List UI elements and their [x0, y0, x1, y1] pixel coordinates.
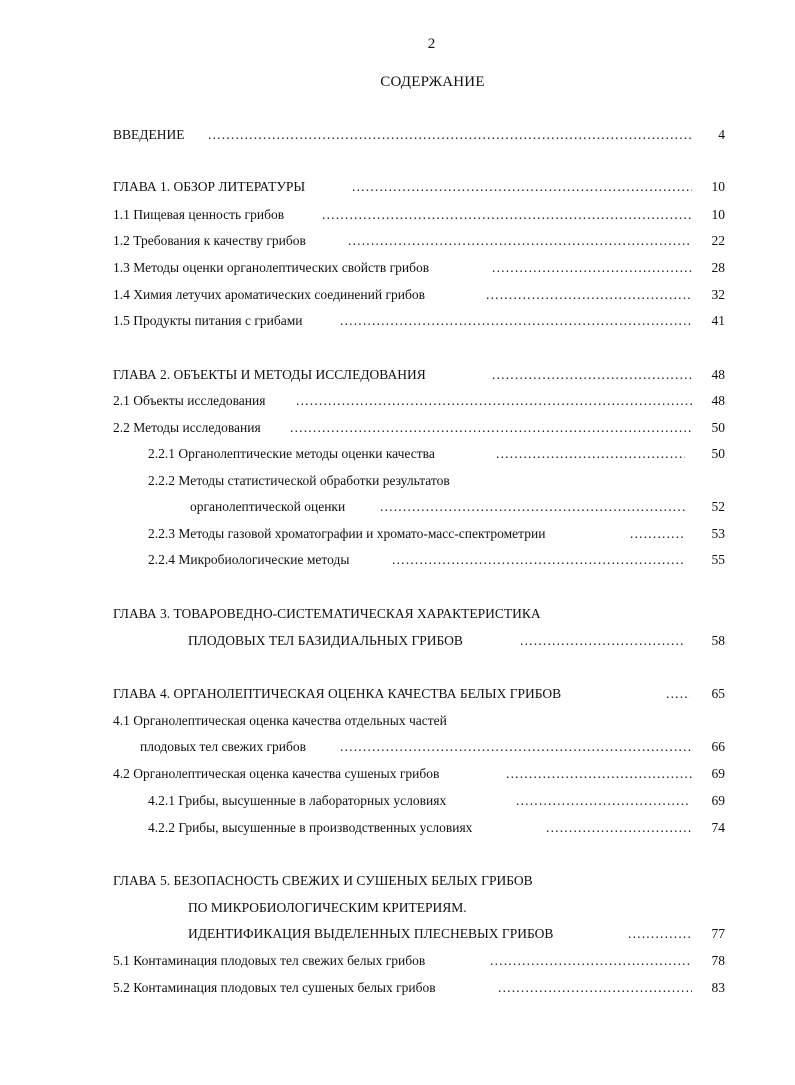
toc-entry-text: 5.1 Контаминация плодовых тел свежих белых грибов	[113, 953, 426, 968]
toc-entry-text: 4.2 Органолептическая оценка качества сушеных грибов	[113, 766, 440, 781]
toc-entry-text: 1.3 Методы оценки органолептических свойств грибов	[113, 260, 430, 275]
toc-page-number: 48	[711, 367, 725, 382]
toc-entry	[0, 871, 795, 891]
toc-entry-text: ГЛАВА 3. ТОВАРОВЕДНО-СИСТЕМАТИЧЕСКАЯ ХАРАКТЕРИСТИКА	[113, 606, 541, 621]
toc-leader-dots	[498, 978, 692, 998]
toc-entry-text: ИДЕНТИФИКАЦИЯ ВЫДЕЛЕННЫХ ПЛЕСНЕВЫХ ГРИБОВ	[188, 926, 554, 941]
toc-leader-dots	[496, 444, 685, 464]
toc-entry	[0, 898, 795, 918]
toc-entry-text: органолептической оценки	[190, 499, 346, 514]
toc-leader-dots	[392, 550, 685, 570]
toc-page-number: 69	[711, 766, 725, 781]
toc-leader-dots	[492, 365, 692, 385]
toc-entry	[0, 978, 795, 998]
toc-entry	[0, 550, 795, 570]
toc-entry-text: 2.2.4 Микробиологические методы	[148, 552, 350, 567]
toc-page-number: 74	[711, 820, 725, 835]
toc-leader-dots	[520, 631, 685, 651]
toc-entry-text: ГЛАВА 4. ОРГАНОЛЕПТИЧЕСКАЯ ОЦЕНКА КАЧЕСТВА БЕЛЫХ ГРИБОВ	[113, 686, 562, 701]
toc-page-number: 28	[711, 260, 725, 275]
toc-entry-text: 2.1 Объекты исследования	[113, 393, 266, 408]
toc-leader-dots	[490, 951, 692, 971]
toc-page-number: 22	[711, 233, 725, 248]
toc-leader-dots	[352, 177, 692, 197]
toc-leader-dots	[296, 391, 692, 411]
toc-page-number: 78	[711, 953, 725, 968]
toc-entry-text: ПО МИКРОБИОЛОГИЧЕСКИМ КРИТЕРИЯМ.	[188, 900, 467, 915]
toc-page-number: 50	[711, 446, 725, 461]
toc-entry	[0, 471, 795, 491]
toc-entry	[0, 311, 795, 331]
toc-leader-dots	[486, 285, 692, 305]
toc-entry	[0, 818, 795, 838]
toc-entry	[0, 231, 795, 251]
toc-entry-text: 2.2.2 Методы статистической обработки результатов	[148, 473, 450, 488]
toc-page-number: 32	[711, 287, 725, 302]
toc-entry	[0, 418, 795, 438]
toc-leader-dots	[492, 258, 692, 278]
toc-page-number: 53	[711, 526, 725, 541]
toc-entry	[0, 951, 795, 971]
toc-entry-text: 1.4 Химия летучих ароматических соединений грибов	[113, 287, 425, 302]
toc-entry	[0, 791, 795, 811]
toc-leader-dots	[208, 125, 692, 145]
toc-page-number: 65	[711, 686, 725, 701]
toc-page-number: 10	[711, 179, 725, 194]
toc-page-number: 83	[711, 980, 725, 995]
toc-entry	[0, 604, 795, 624]
toc-entry-text: плодовых тел свежих грибов	[140, 739, 306, 754]
toc-page-number: 58	[711, 633, 725, 648]
toc-entry	[0, 737, 795, 757]
toc-entry-text: ГЛАВА 5. БЕЗОПАСНОСТЬ СВЕЖИХ И СУШЕНЫХ БЕЛЫХ ГРИБОВ	[113, 873, 533, 888]
toc-entry	[0, 524, 795, 544]
toc-page-number: 48	[711, 393, 725, 408]
toc-entry-text: 4.2.2 Грибы, высушенные в производственных условиях	[148, 820, 473, 835]
toc-leader-dots	[506, 764, 692, 784]
page-number: 2	[427, 36, 436, 52]
toc-entry-text: 4.2.1 Грибы, высушенные в лабораторных условиях	[148, 793, 447, 808]
toc-entry	[0, 444, 795, 464]
toc-entry-text: 4.1 Органолептическая оценка качества отдельных частей	[113, 713, 447, 728]
toc-entry	[0, 764, 795, 784]
toc-entry-text: 1.5 Продукты питания с грибами	[113, 313, 303, 328]
toc-page-number: 77	[711, 926, 725, 941]
toc-entry-text: ГЛАВА 2. ОБЪЕКТЫ И МЕТОДЫ ИССЛЕДОВАНИЯ	[113, 367, 426, 382]
toc-entry-text: 1.1 Пищевая ценность грибов	[113, 207, 285, 222]
toc-page-number: 66	[711, 739, 725, 754]
toc-leader-dots	[546, 818, 692, 838]
toc-leader-dots	[340, 737, 692, 757]
toc-entry	[0, 631, 795, 651]
contents-title: СОДЕРЖАНИЕ	[380, 74, 485, 90]
toc-entry-text: ПЛОДОВЫХ ТЕЛ БАЗИДИАЛЬНЫХ ГРИБОВ	[188, 633, 463, 648]
toc-entry	[0, 391, 795, 411]
toc-entry	[0, 125, 795, 145]
toc-entry	[0, 684, 795, 704]
toc-leader-dots	[340, 311, 692, 331]
toc-leader-dots	[380, 497, 685, 517]
toc-page-number: 69	[711, 793, 725, 808]
toc-page-number: 50	[711, 420, 725, 435]
toc-entry-text: 2.2 Методы исследования	[113, 420, 261, 435]
toc-entry	[0, 497, 795, 517]
toc-entry	[0, 711, 795, 731]
toc-entry	[0, 205, 795, 225]
toc-entry-text: ГЛАВА 1. ОБЗОР ЛИТЕРАТУРЫ	[113, 179, 306, 194]
toc-leader-dots	[628, 924, 692, 944]
toc-entry-text: 1.2 Требования к качеству грибов	[113, 233, 306, 248]
toc-leader-dots	[290, 418, 692, 438]
toc-page-number: 4	[718, 127, 725, 142]
toc-entry	[0, 924, 795, 944]
toc-entry	[0, 258, 795, 278]
toc-page-number: 41	[711, 313, 725, 328]
toc-entry-text: 2.2.3 Методы газовой хроматографии и хромато-масс-спектрометрии	[148, 526, 546, 541]
toc-leader-dots	[348, 231, 692, 251]
toc-page-number: 52	[711, 499, 725, 514]
toc-entry-text: 5.2 Контаминация плодовых тел сушеных белых грибов	[113, 980, 436, 995]
toc-page-number: 55	[711, 552, 725, 567]
toc-leader-dots	[666, 684, 690, 704]
toc-entry	[0, 365, 795, 385]
toc-leader-dots	[630, 524, 685, 544]
toc-entry-text: ВВЕДЕНИЕ	[113, 127, 185, 142]
toc-leader-dots	[516, 791, 688, 811]
toc-page-number: 10	[711, 207, 725, 222]
toc-leader-dots	[322, 205, 692, 225]
toc-entry-text: 2.2.1 Органолептические методы оценки качества	[148, 446, 435, 461]
toc-entry	[0, 285, 795, 305]
toc-entry	[0, 177, 795, 197]
